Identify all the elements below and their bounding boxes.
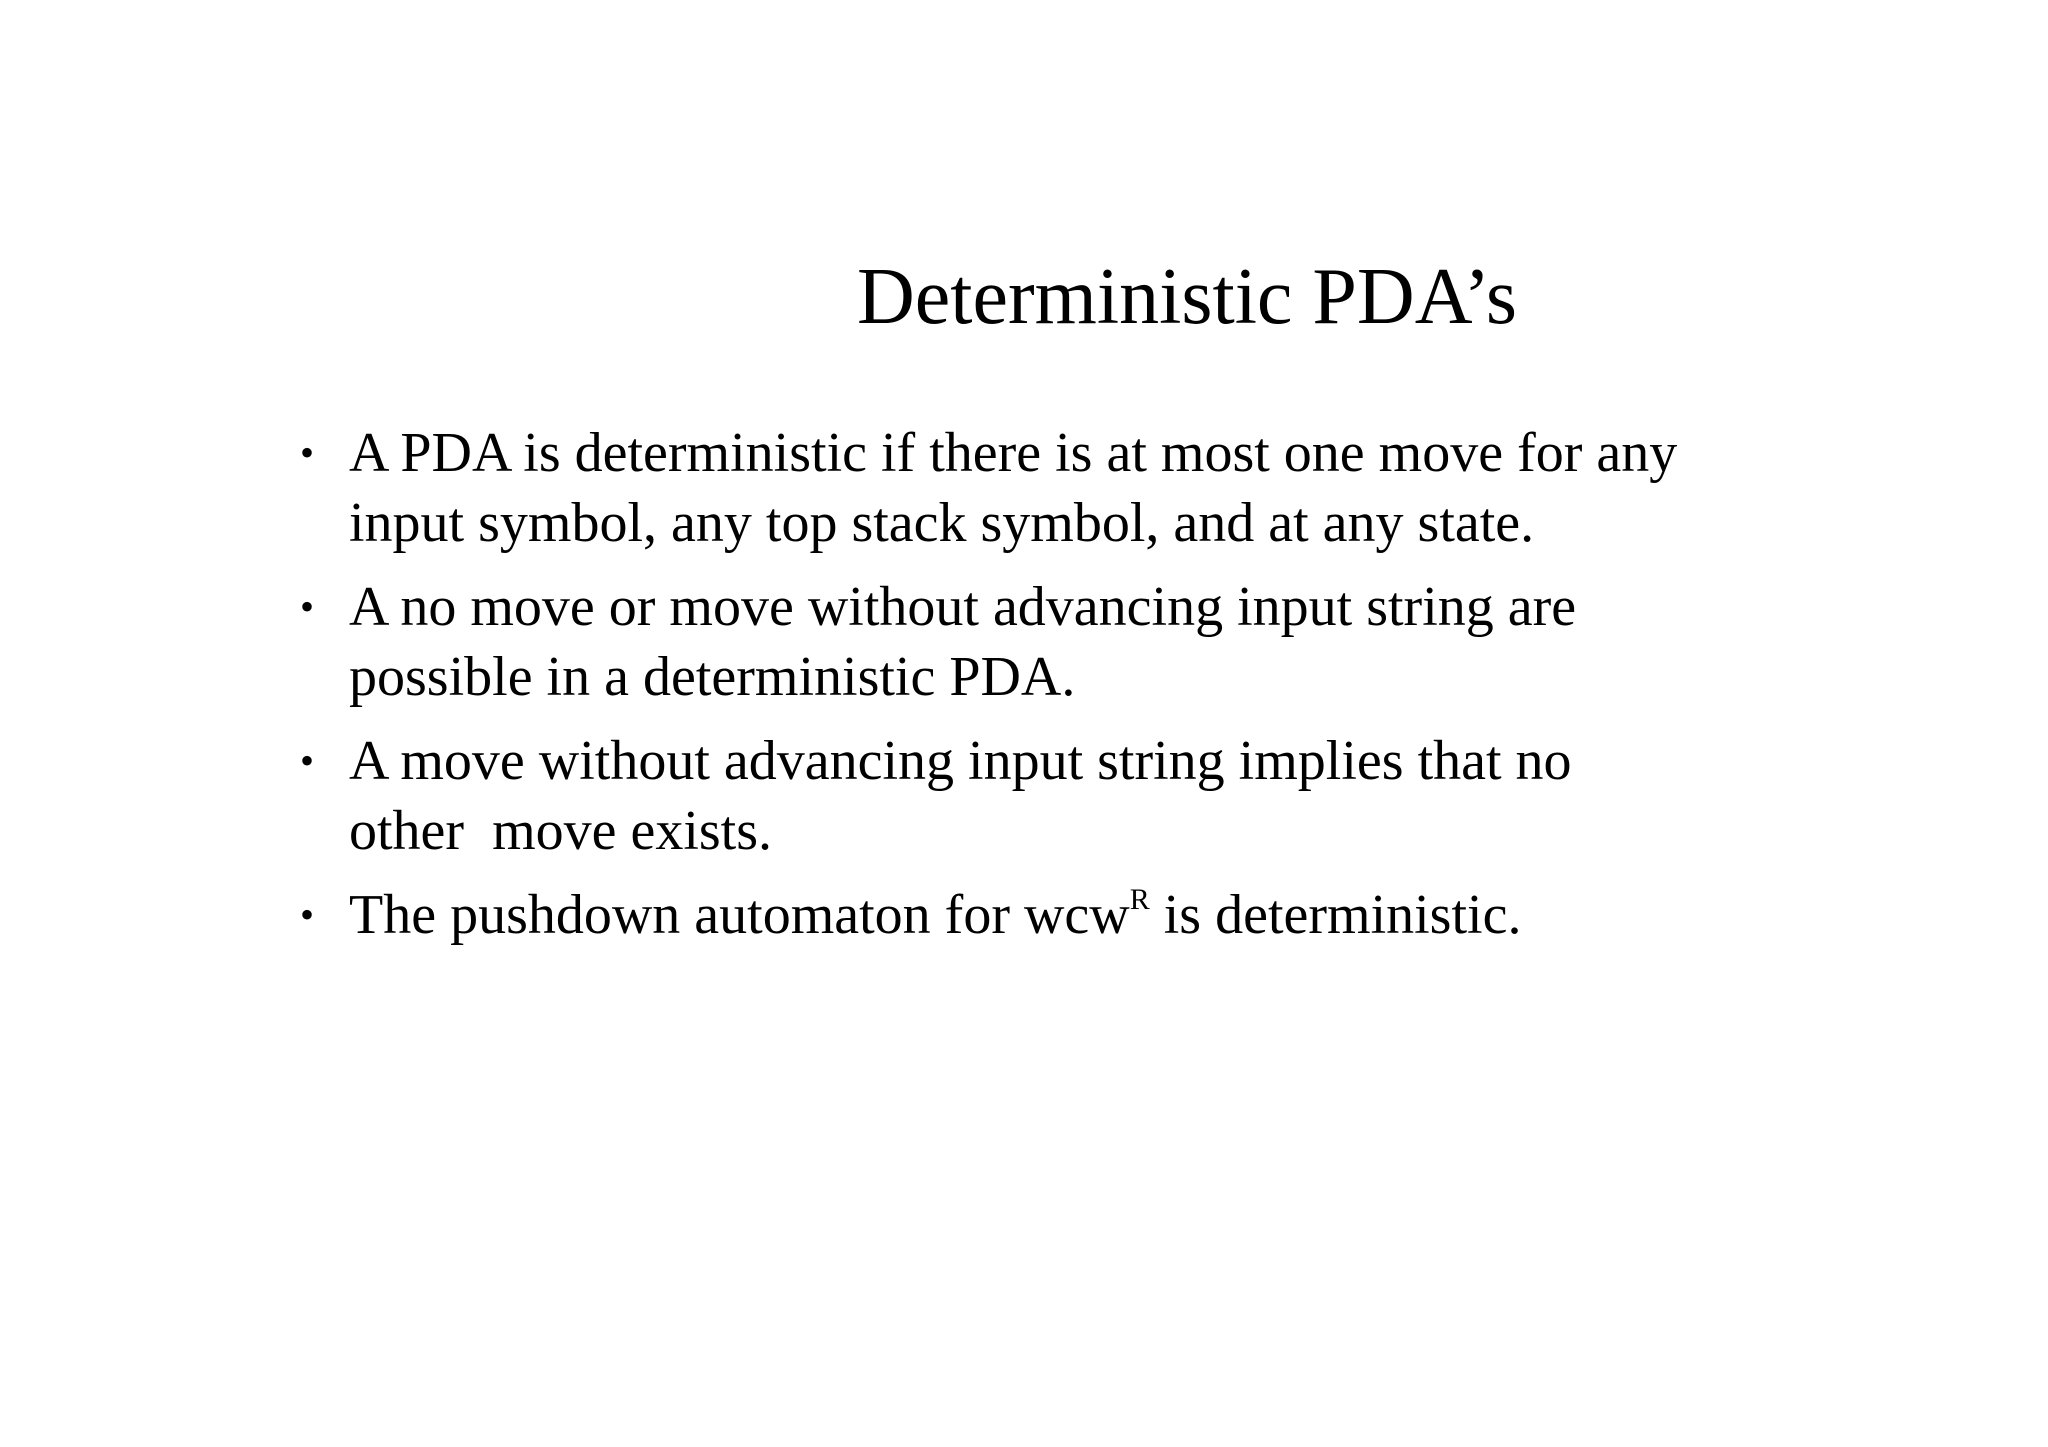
bullet-text-after: is deterministic. xyxy=(1149,884,1522,946)
bullet-text-line: possible in a deterministic PDA. xyxy=(349,646,1076,708)
bullet-icon: • xyxy=(300,430,315,475)
bullet-text-line: other move exists. xyxy=(349,800,773,862)
bullet-text-before: The pushdown automaton for wcw xyxy=(349,884,1130,946)
bullet-text-line: input symbol, any top stack symbol, and at any state. xyxy=(349,492,1535,554)
bullet-icon: • xyxy=(300,584,315,629)
bullet-item xyxy=(300,880,1800,950)
bullet-text-line: A no move or move without advancing input string are xyxy=(349,576,1577,638)
slide-title: Deterministic PDA’s xyxy=(857,253,1517,341)
bullet-item xyxy=(300,572,1800,712)
bullet-text-line: A PDA is deterministic if there is at most one move for any xyxy=(349,422,1678,484)
bullet-icon: • xyxy=(300,738,315,783)
bullet-list xyxy=(300,418,1800,964)
superscript-r: R xyxy=(1129,883,1150,916)
bullet-text-line xyxy=(349,880,1800,950)
bullet-text-line: A move without advancing input string implies that no xyxy=(349,730,1572,792)
bullet-icon: • xyxy=(300,892,315,937)
bullet-item xyxy=(300,726,1800,866)
bullet-item xyxy=(300,418,1800,558)
